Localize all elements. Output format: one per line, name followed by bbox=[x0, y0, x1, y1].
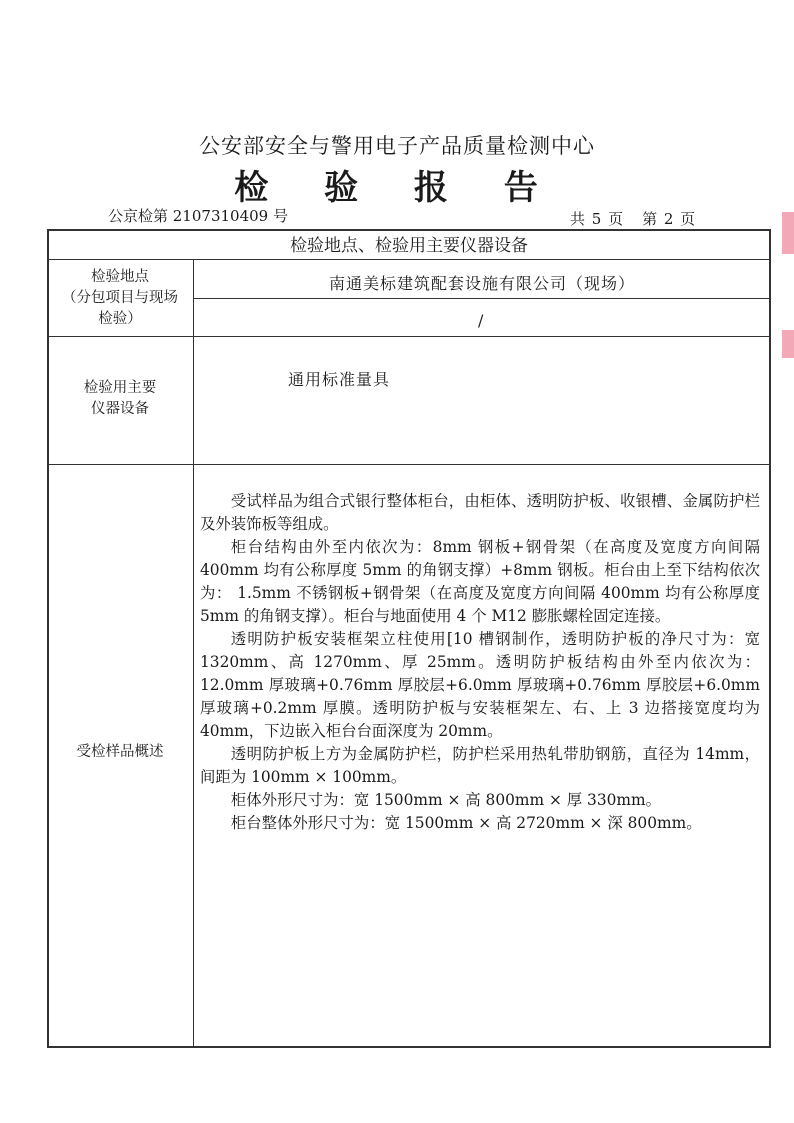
description-paragraph: 柜台整体外形尺寸为：宽 1500mm × 高 2720mm × 深 800mm。 bbox=[230, 814, 702, 832]
seal-stamp-fragment-top bbox=[782, 212, 794, 254]
page-info bbox=[570, 208, 714, 229]
organization-name: 公安部安全与警用电子产品质量检测中心 bbox=[199, 134, 595, 158]
row-divider-1 bbox=[47, 336, 771, 337]
description-paragraph: 柜台结构由外至内依次为：8mm 钢板+钢骨架（在高度及宽度方向间隔 400mm 均有公称厚度 5mm 的角钢支撑）+8mm 钢板。柜台由上至下结构依次为： 1.5mm 不锈钢板+钢骨架（在高度及宽度方向间隔 400mm 均有公称厚度 5mm 的角钢支撑）。柜台与地面使用 4 个 M12 膨胀螺栓固定连接。 bbox=[200, 538, 760, 625]
description-paragraph: 透明防护板安装框架立柱使用[10 槽钢制作，透明防护板的净尺寸为：宽 1320mm、高 1270mm、厚 25mm。透明防护板结构由外至内依次为： 12.0mm 厚玻璃+0.76mm 厚胶层+6.0mm 厚玻璃+0.76mm 厚胶层+6.0mm 厚玻璃+0.2mm 厚膜。透明防护板与安装框架左、右、上 3 边搭接宽度均为 40mm，下边嵌入柜台台面深度为 20mm。 bbox=[200, 630, 760, 740]
subcontract-site-value: / bbox=[478, 311, 484, 330]
site-value: 南通美标建筑配套设施有限公司（现场） bbox=[328, 274, 635, 293]
site-row-split bbox=[193, 298, 770, 299]
site-label-line-1: 检验地点 bbox=[91, 269, 149, 285]
site-label bbox=[48, 267, 192, 330]
report-title: 检 验 报 告 bbox=[234, 168, 560, 208]
total-pages: 共 5 页 bbox=[570, 210, 625, 228]
row-divider-2 bbox=[47, 464, 771, 465]
report-number: 公京检第 2107310409 号 bbox=[108, 207, 288, 225]
seal-stamp-fragment-bottom bbox=[782, 330, 794, 358]
column-divider bbox=[193, 259, 194, 1047]
current-page: 第 2 页 bbox=[642, 210, 697, 228]
sample-description bbox=[200, 490, 760, 835]
equipment-value: 通用标准量具 bbox=[288, 370, 391, 389]
table-border-right bbox=[769, 229, 771, 1047]
equipment-label bbox=[48, 378, 192, 420]
description-paragraph: 透明防护板上方为金属防护栏，防护栏采用热轧带肋钢筋，直径为 14mm，间距为 100mm × 100mm。 bbox=[200, 745, 760, 786]
table-border-top bbox=[47, 229, 771, 231]
section-header: 检验地点、检验用主要仪器设备 bbox=[290, 236, 528, 256]
equipment-label-line-2: 仪器设备 bbox=[91, 401, 149, 417]
table-border-bottom bbox=[47, 1046, 771, 1048]
description-paragraph: 柜体外形尺寸为：宽 1500mm × 高 800mm × 厚 330mm。 bbox=[230, 791, 662, 809]
site-label-line-3: 检验） bbox=[98, 311, 142, 327]
description-paragraph: 受试样品为组合式银行整体柜台，由柜体、透明防护板、收银槽、金属防护栏及外装饰板等组成。 bbox=[200, 492, 760, 533]
equipment-label-line-1: 检验用主要 bbox=[83, 380, 157, 396]
table-border-left bbox=[47, 229, 49, 1047]
site-label-line-2: （分包项目与现场 bbox=[62, 290, 178, 306]
sample-overview-label: 受检样品概述 bbox=[76, 744, 164, 760]
